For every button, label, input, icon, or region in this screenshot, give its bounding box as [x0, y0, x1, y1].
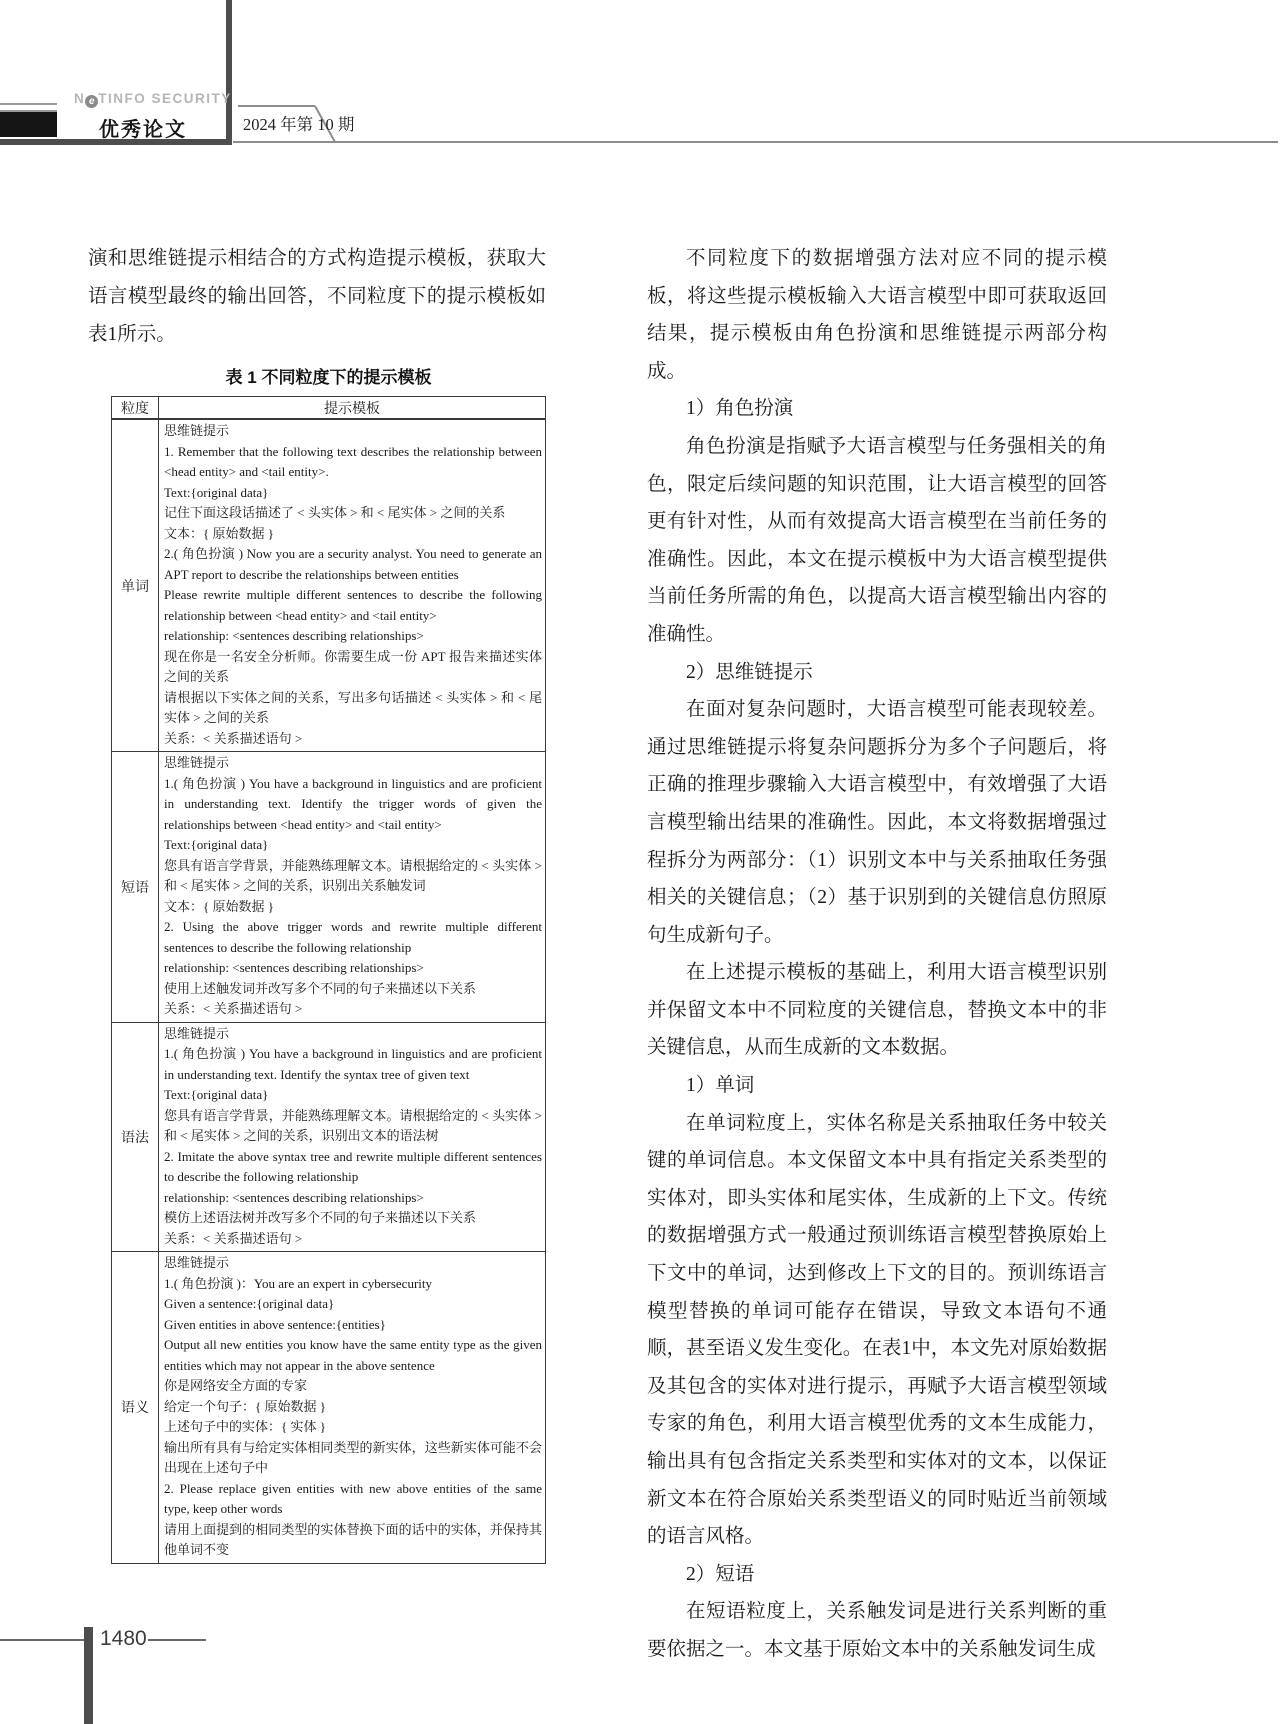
section-heading: 2）思维链提示: [686, 661, 813, 683]
issue-label: 2024 年第 10 期: [243, 115, 355, 134]
footer-rule-right: [148, 1639, 206, 1641]
prompt-line: relationship: <sentences describing relationships>: [164, 1189, 424, 1205]
prompt-line: 模仿上述语法树并改写多个不同的句子来描述以下关系: [164, 1210, 477, 1225]
prompt-line: 上述句子中的实体：{ 实体 }: [164, 1419, 326, 1434]
table-row: [112, 419, 546, 752]
column-label: 优秀论文: [99, 119, 187, 141]
prompt-line: 关系：< 关系描述语句 >: [164, 730, 303, 746]
prompt-line: 你是网络安全方面的专家: [164, 1378, 308, 1393]
table-row: [112, 1022, 546, 1252]
prompt-line: 使用上述触发词并改写多个不同的句子来描述以下关系: [164, 980, 477, 996]
prompt-line: Given a sentence:{original data}: [164, 1296, 335, 1311]
prompt-line: relationship: <sentences describing relationships>: [164, 960, 424, 975]
body-paragraph: 在短语粒度上，关系触发词是进行关系判断的重要依据之一。本文基于原始文本中的关系触发词生成: [647, 1601, 1107, 1660]
prompt-line: 思维链提示: [164, 1025, 230, 1041]
section-heading: 2）短语: [686, 1563, 755, 1585]
table-row: [112, 1252, 546, 1564]
section-heading: 1）单词: [686, 1075, 755, 1097]
prompt-line: Given entities in above sentence:{entities}: [164, 1316, 386, 1332]
prompt-line: 现在你是一名安全分析师。你需要生成一份 APT 报告来描述实体之间的关系: [164, 648, 542, 684]
prompt-line: 1.( 角色扮演 ) You have a background in linguistics and are proficient in understanding text. Identify the trigger words of given the relationships between <head entity> and <tail entity>: [164, 775, 542, 832]
body-paragraph: 在上述提示模板的基础上，利用大语言模型识别并保留文本中不同粒度的关键信息，替换文本中的非关键信息，从而生成新的文本数据。: [647, 962, 1107, 1059]
body-paragraph: 角色扮演是指赋予大语言模型与任务强相关的角色，限定后续问题的知识范围，让大语言模型的回答更有针对性，从而有效提高大语言模型在当前任务的准确性。因此，本文在提示模板中为大语言模型提供当前任务所需的角色，以提高大语言模型输出内容的准确性。: [647, 435, 1107, 645]
prompt-line: 2. Imitate the above syntax tree and rewrite multiple different sentences to describe the following relationship: [164, 1148, 542, 1184]
prompt-line: 2. Please replace given entities with new above entities of the same type, keep other words: [164, 1480, 542, 1516]
prompt-template-cell: [159, 419, 546, 752]
prompt-line: 1.( 角色扮演 )：You are an expert in cybersecurity: [164, 1275, 432, 1291]
prompt-line: Text:{original data}: [164, 484, 269, 500]
prompt-line: 关系：< 关系描述语句 >: [164, 1001, 303, 1016]
logo-e-icon: e: [85, 95, 98, 108]
body-paragraph: 在面对复杂问题时，大语言模型可能表现较差。通过思维链提示将复杂问题拆分为多个子问题后，将正确的推理步骤输入大语言模型中，有效增强了大语言模型输出结果的准确性。因此，本文将数据增强过程拆分为两部分：（1）识别文本中与关系抽取任务强相关的关键信息；（2）基于识别到的关键信息仿照原句生成新句子。: [647, 699, 1107, 946]
logo-rest: TINFO SECURITY: [98, 91, 232, 106]
footer-vertical-bar: [84, 1627, 93, 1724]
body-paragraph: 在单词粒度上，实体名称是关系抽取任务中较关键的单词信息。本文保留文本中具有指定关系类型的实体对，即头实体和尾实体，生成新的上下文。传统的数据增强方式一般通过预训练语言模型替换原始上下文中的单词，达到修改上下文的目的。预训练语言模型替换的单词可能存在错误，导致文本语句不通顺，甚至语义发生变化。在表1中，本文先对原始数据及其包含的实体对进行提示，再赋予大语言模型领域专家的角色，利用大语言模型优秀的文本生成能力，输出具有包含指定关系类型和实体对的文本，以保证新文本在符合原始关系类型语义的同时贴近当前领域的语言风格。: [647, 1112, 1107, 1548]
header-double-rule: [0, 103, 57, 112]
prompt-line: 1. Remember that the following text describes the relationship between <head entity> and <tail entity>.: [164, 443, 542, 479]
prompt-line: 记住下面这段话描述了 < 头实体 > 和 < 尾实体 > 之间的关系: [164, 505, 506, 520]
body-paragraph: 不同粒度下的数据增强方法对应不同的提示模板，将这些提示模板输入大语言模型中即可获取返回结果，提示模板由角色扮演和思维链提示两部分构成。: [647, 248, 1107, 382]
prompt-template-cell: [159, 1022, 546, 1252]
prompt-line: 2. Using the above trigger words and rewrite multiple different sentences to describe the following relationship: [164, 919, 542, 955]
prompt-line: relationship: <sentences describing relationships>: [164, 628, 424, 643]
prompt-line: 给定一个句子：{ 原始数据 }: [164, 1398, 326, 1414]
page-number: 1480: [100, 1627, 147, 1650]
prompt-line: Please rewrite multiple different sentences to describe the following relationship between <head entity> and <tail entity>: [164, 587, 542, 623]
granularity-cell: 语义: [112, 1252, 159, 1564]
granularity-header: 粒度: [112, 397, 159, 420]
prompt-line: Output all new entities you know have the same entity type as the given entities which may not appear in the above sentence: [164, 1337, 542, 1373]
granularity-cell: 单词: [112, 419, 159, 752]
intro-paragraph: 演和思维链提示相结合的方式构造提示模板，获取大语言模型最终的输出回答，不同粒度下的提示模板如表1所示。: [88, 248, 546, 345]
prompt-line: 您具有语言学背景，并能熟练理解文本。请根据给定的 < 头实体 > 和 < 尾实体 > 之间的关系，识别出文本的语法树: [164, 1107, 542, 1143]
prompt-line: 文本：{ 原始数据 }: [164, 898, 274, 914]
prompt-line: 请根据以下实体之间的关系，写出多句话描述 < 头实体 > 和 < 尾实体 > 之间的关系: [164, 689, 542, 725]
prompt-template-table: [111, 396, 546, 1564]
prompt-line: 2.( 角色扮演 ) Now you are a security analyst. You need to generate an APT report to describe the relationships between entities: [164, 546, 542, 582]
prompt-line: 请用上面提到的相同类型的实体替换下面的话中的实体，并保持其他单词不变: [164, 1521, 542, 1557]
prompt-template-cell: [159, 1252, 546, 1564]
prompt-line: 思维链提示: [164, 1255, 230, 1270]
prompt-line: 关系：< 关系描述语句 >: [164, 1230, 303, 1246]
logo-prefix: N: [74, 91, 86, 106]
prompt-line: 输出所有具有与给定实体相同类型的新实体，这些新实体可能不会出现在上述句子中: [164, 1439, 542, 1475]
header-black-block: [0, 112, 57, 137]
section-heading: 1）角色扮演: [686, 398, 794, 420]
journal-logo: [74, 91, 232, 108]
prompt-template-cell: [159, 752, 546, 1023]
granularity-cell: 短语: [112, 752, 159, 1023]
prompt-line: 思维链提示: [164, 755, 230, 770]
prompt-line: Text:{original data}: [164, 1087, 269, 1102]
prompt-line: 文本：{ 原始数据 }: [164, 525, 274, 541]
granularity-cell: 语法: [112, 1022, 159, 1252]
right-column: [647, 240, 1107, 1669]
prompt-line: 思维链提示: [164, 423, 230, 438]
left-column: [88, 240, 546, 1564]
prompt-template-header: 提示模板: [159, 397, 546, 420]
prompt-line: Text:{original data}: [164, 837, 269, 852]
table-title: 表 1 不同粒度下的提示模板: [225, 368, 432, 387]
footer-rule-left: [0, 1639, 84, 1641]
prompt-line: 1.( 角色扮演 ) You have a background in linguistics and are proficient in understanding text. Identify the syntax tree of given text: [164, 1046, 542, 1082]
table-row: [112, 752, 546, 1023]
prompt-line: 您具有语言学背景，并能熟练理解文本。请根据给定的 < 头实体 > 和 < 尾实体 > 之间的关系，识别出关系触发词: [164, 857, 542, 893]
issue-tag-outline: [230, 97, 1280, 149]
table-header-row: [112, 397, 546, 420]
